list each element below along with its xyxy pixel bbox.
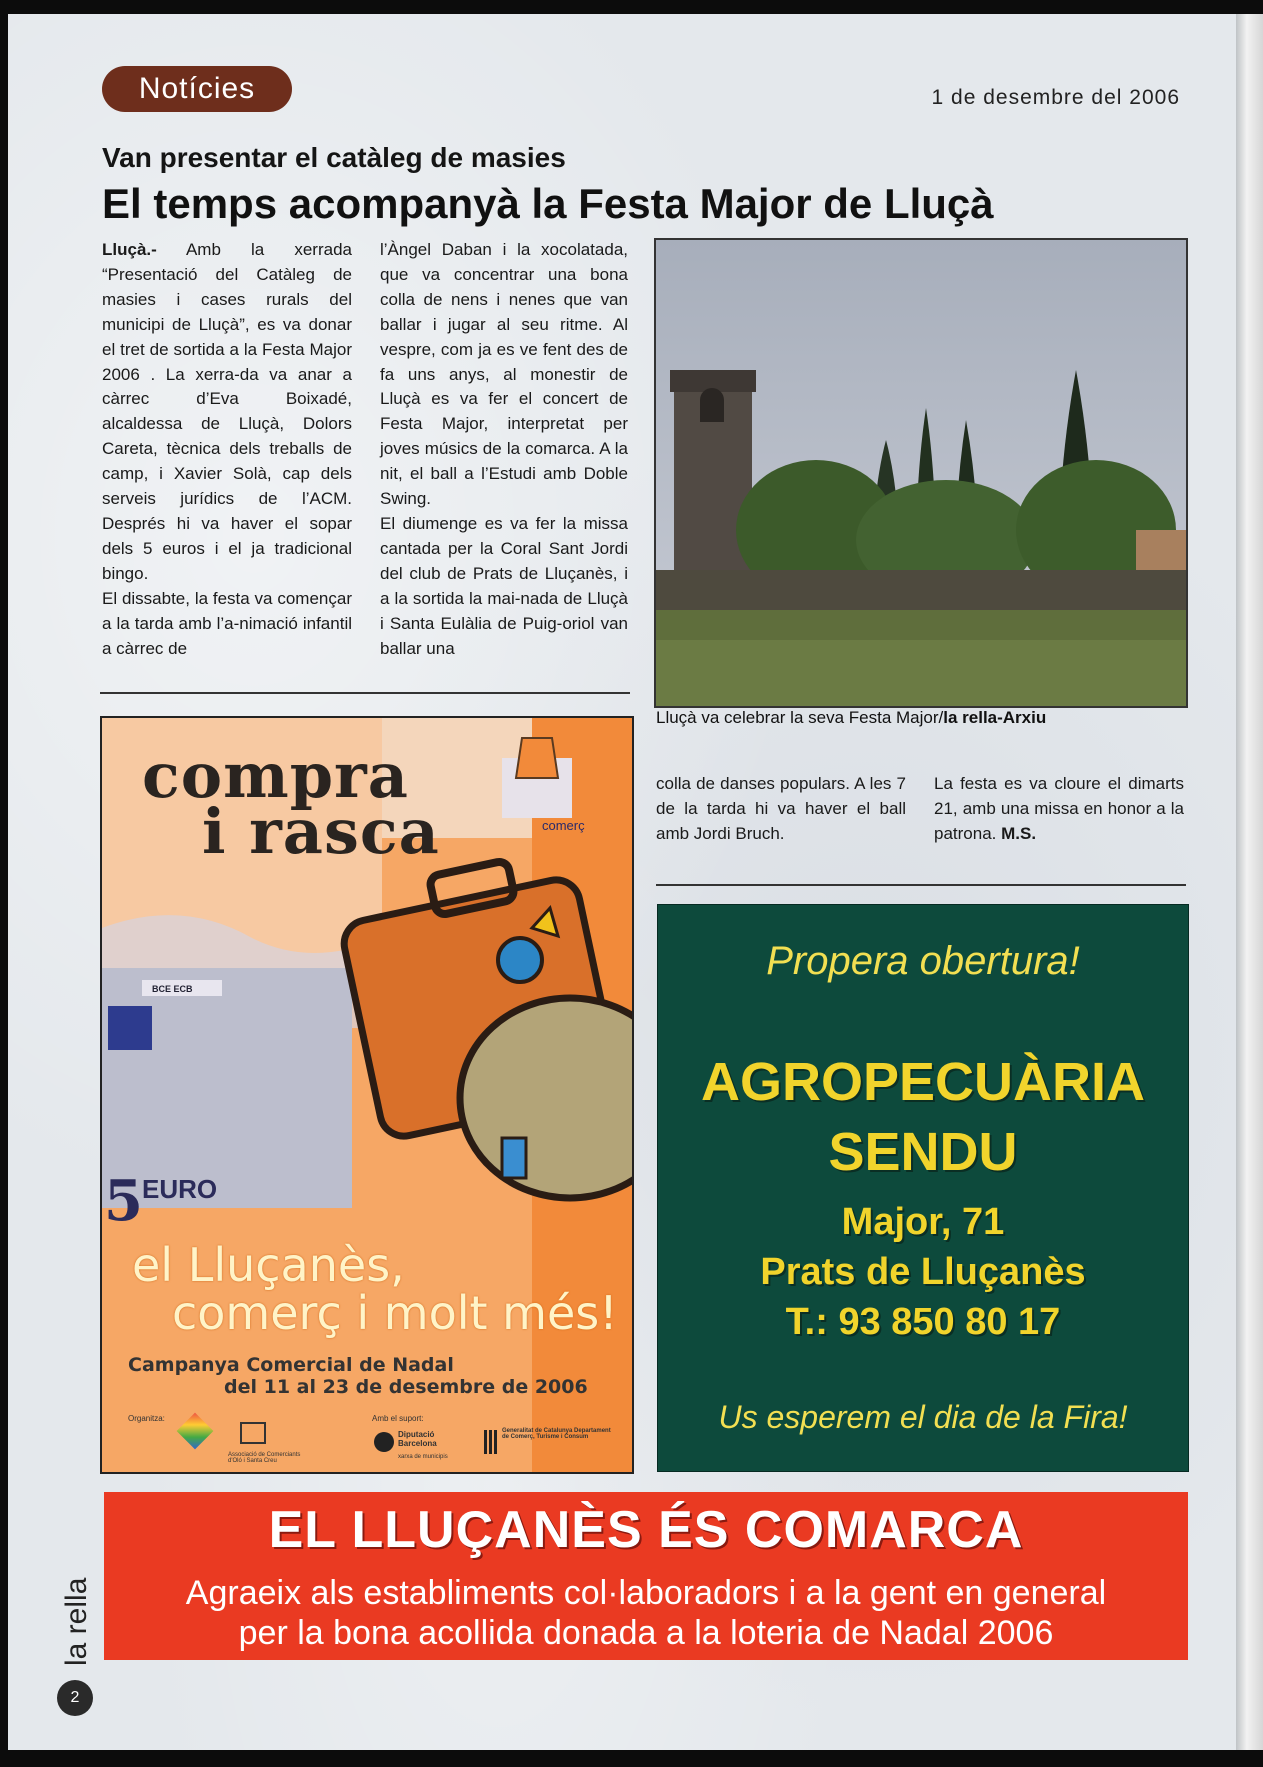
business-name-line-1: AGROPECUÀRIA [700,1052,1146,1112]
banknote-value: 5 [104,1168,143,1234]
campaign-line: Campanya Comercial de Nadal [128,1354,454,1376]
article-column-2 [380,238,628,661]
ad-title-line: i rasca [202,795,440,868]
article-column-1 [102,238,352,661]
ad-title-line: compra [142,739,409,812]
sponsor-diputacio-sub: xarxa de municipis [398,1454,448,1460]
article-signature: M.S. [1001,823,1037,843]
article-text: Amb la xerrada “Presentació del Catàleg de masies i cases rurals del municipi de Lluçà”, es va donar el tret de sortida a la Festa Major 2006 . La xerra-da va anar a càrrec d’Eva Boixadé, alcaldessa de Lluçà, Dolors Careta, tècnica dels treballs de camp, i Xavier Solà, cap dels serveis jurídics de l’ACM. Després hi va haver el sopar dels 5 euros i el ja tradicional bingo. [102,240,352,583]
publication-name: la rella [60,1577,93,1666]
article-paragraph: colla de danses populars. A les 7 de la tarda hi va haver el ball amb Jordi Bruch. [656,774,906,843]
banknote-word: EURO [142,1174,218,1204]
campaign-text [128,1354,588,1398]
banner-line-1: Agraeix als establiments col·laboradors i a la gent en general [185,1574,1107,1612]
page-edge [1236,14,1263,1750]
article-paragraph: El diumenge es va fer la missa cantada per la Coral Sant Jordi del club de Prats de Lluçanès, i a la sortida la mai-nada de Lluçà i Santa Eulàlia de Puig-oriol van ballar una [380,513,628,658]
comerc-logo-label: comerç [542,818,585,833]
article-kicker: Van presentar el catàleg de masies [102,142,566,173]
assoc-name: Associació de Comerciants d'Oló i Santa Creu [228,1452,301,1464]
business-town: Prats de Lluçanès [760,1251,1086,1293]
agropecuaria-ad [657,904,1189,1472]
sponsor-diputacio: Diputació Barcelona [398,1430,437,1448]
banknote-code: BCE ECB [152,984,193,994]
issue-date: 1 de desembre del 2006 [931,86,1180,109]
ad-title [142,739,440,868]
article-text: La festa es va cloure el dimarts 21, amb una missa en honor a la patrona. [934,774,1184,843]
article-column-4 [934,772,1184,847]
article-headline: El temps acompanyà la Festa Major de Lluçà [102,180,994,227]
sponsor-generalitat: Generalitat de Catalunya Departament de Comerç, Turisme i Consum [502,1428,611,1440]
diputacio-logo-icon [374,1432,394,1452]
divider [100,692,630,694]
suport-label: Amb el suport: [372,1414,424,1423]
organitza-label: Organitza: [128,1414,165,1423]
comarca-banner [104,1492,1188,1660]
page-number: 2 [57,1680,93,1716]
article-paragraph [934,772,1184,847]
ad-slogan-line-2: comerç i molt més! [172,1286,618,1340]
article-byline: Lluçà.- [102,240,157,259]
fair-invitation: Us esperem el dia de la Fira! [718,1399,1128,1435]
business-phone: T.: 93 850 80 17 [785,1301,1061,1343]
caption-text: Lluçà va celebrar la seva Festa Major/ [656,708,944,727]
opening-notice: Propera obertura! [766,939,1080,983]
business-name-line-2: SENDU [828,1122,1018,1182]
article-paragraph: El dissabte, la festa va començar a la tarda amb l’a-nimació infantil a càrrec de [102,588,352,658]
article-photo [654,238,1188,708]
compra-i-rasca-ad [100,716,634,1474]
section-label: Notícies [102,66,292,112]
assoc-logo-icon [240,1422,266,1444]
article-column-3 [656,772,906,847]
generalitat-logo-icon [484,1430,498,1454]
banner-line-2: per la bona acollida donada a la loteria de Nadal 2006 [238,1614,1054,1652]
ad-slogan-line-1: el Lluçanès, [132,1238,405,1292]
photo-caption [656,708,1186,728]
campaign-line: del 11 al 23 de desembre de 2006 [224,1376,588,1398]
article-paragraph [102,238,352,587]
caption-credit: la rella-Arxiu [943,708,1047,727]
banner-title: EL LLUÇANÈS ÉS COMARCA [268,1501,1024,1559]
business-address: Major, 71 [841,1201,1005,1243]
article-paragraph: l’Àngel Daban i la xocolatada, que va concentrar una bona colla de nens i nenes que van ballar i jugar al seu ritme. Al vespre, com ja es ve fent des de fa uns anys, al monestir de Lluçà es va fer el concert de Festa Major, interpretat per joves músics de la comarca. A la nit, el ball a l’Estudi amb Doble Swing. [380,240,628,509]
divider [656,884,1186,886]
